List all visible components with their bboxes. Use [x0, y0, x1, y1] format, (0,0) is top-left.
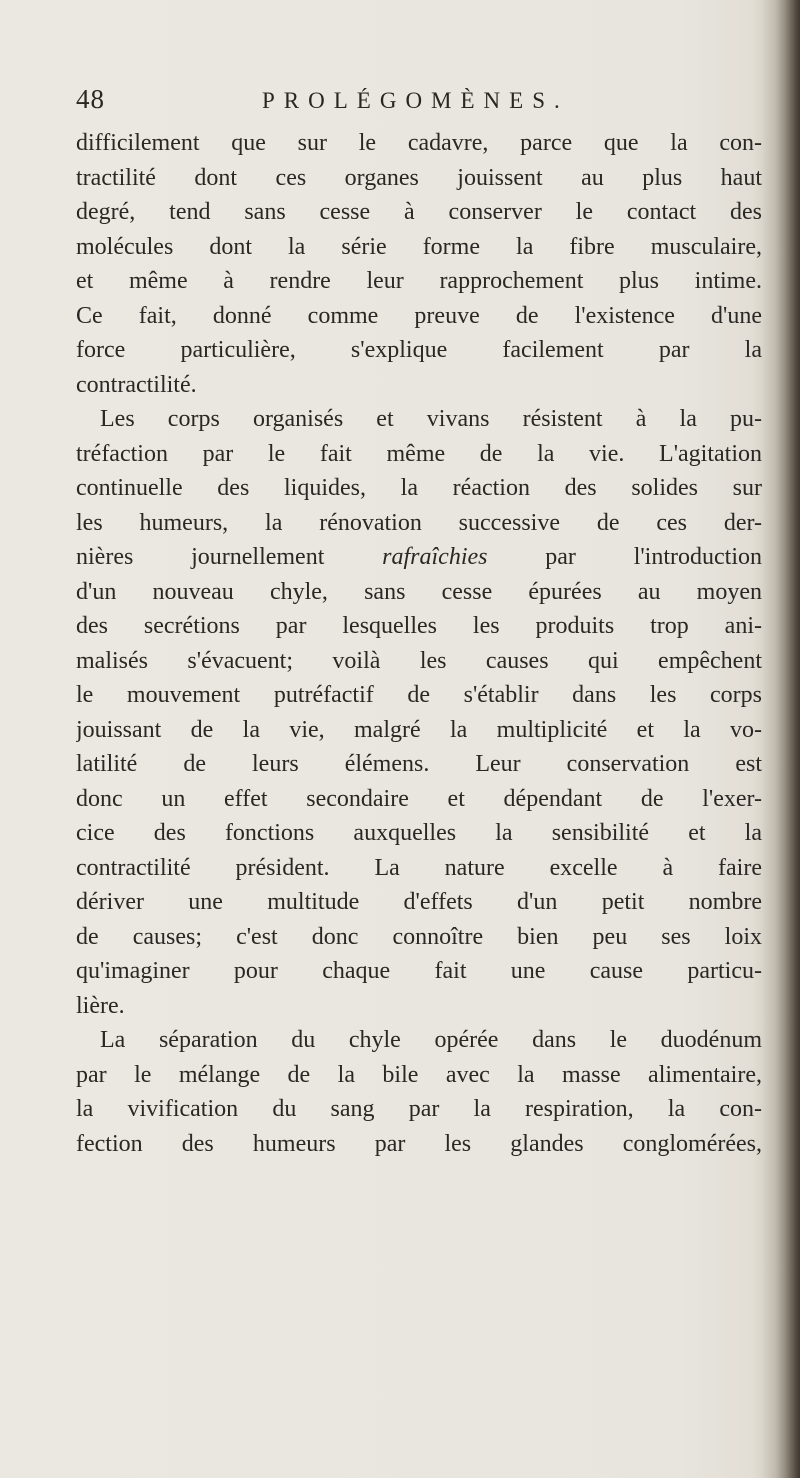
- text-line: le mouvement putréfactif de s'établir dans les corps: [76, 682, 762, 708]
- text-line: tractilité dont ces organes jouissent au plus haut: [76, 164, 762, 191]
- page-edge-shadow: [762, 0, 800, 1478]
- text-line: cice des fonctions auxquelles la sensibilité et la: [76, 820, 762, 846]
- text-line: contractilité président. La nature excelle à faire: [76, 854, 762, 881]
- text-line: difficilement que sur le cadavre, parce que la con-: [76, 130, 762, 156]
- text-line: force particulière, s'explique facilement par la: [76, 337, 762, 363]
- text-line: contractilité.: [76, 371, 197, 398]
- text-line: Les corps organisés et vivans résistent à la pu-: [100, 406, 762, 432]
- text-line: dériver une multitude d'effets d'un petit nombre: [76, 889, 762, 915]
- text-line: Ce fait, donné comme preuve de l'existence d'une: [76, 302, 762, 329]
- text-line: La séparation du chyle opérée dans le duodénum: [100, 1027, 762, 1053]
- text-span: nières journellement: [76, 544, 383, 570]
- text-line: latilité de leurs élémens. Leur conservation est: [76, 751, 762, 777]
- text-line: par le mélange de la bile avec la masse alimentaire,: [76, 1061, 762, 1088]
- text-line: de causes; c'est donc connoître bien peu ses loix: [76, 923, 762, 950]
- page-header: [76, 84, 756, 124]
- text-line: jouissant de la vie, malgré la multiplicité et la vo-: [76, 716, 762, 743]
- text-line: lière.: [76, 992, 125, 1019]
- page-number: 48: [76, 84, 105, 114]
- text-line: qu'imaginer pour chaque fait une cause particu-: [76, 958, 762, 984]
- text-line: la vivification du sang par la respiration, la con-: [76, 1096, 762, 1122]
- running-head: PROLÉGOMÈNES.: [262, 88, 569, 113]
- text-line: et même à rendre leur rapprochement plus intime.: [76, 268, 762, 294]
- text-span: par l'introduction: [487, 544, 762, 570]
- text-line: tréfaction par le fait même de la vie. L'agitation: [76, 440, 762, 467]
- italic-word: rafraîchies: [382, 544, 488, 570]
- text-line: degré, tend sans cesse à conserver le contact des: [76, 199, 762, 225]
- text-line: des secrétions par lesquelles les produits trop ani-: [76, 613, 762, 639]
- text-line: donc un effet secondaire et dépendant de l'exer-: [76, 785, 762, 812]
- text-line: fection des humeurs par les glandes conglomérées,: [76, 1130, 762, 1157]
- text-line: malisés s'évacuent; voilà les causes qui empêchent: [76, 647, 762, 674]
- text-line: continuelle des liquides, la réaction des solides sur: [76, 475, 762, 501]
- text-line: d'un nouveau chyle, sans cesse épurées au moyen: [76, 578, 762, 605]
- text-line-with-italic: [76, 540, 762, 575]
- body-text: [76, 126, 762, 1161]
- text-line: les humeurs, la rénovation successive de ces der-: [76, 509, 762, 536]
- text-line: molécules dont la série forme la fibre musculaire,: [76, 233, 762, 260]
